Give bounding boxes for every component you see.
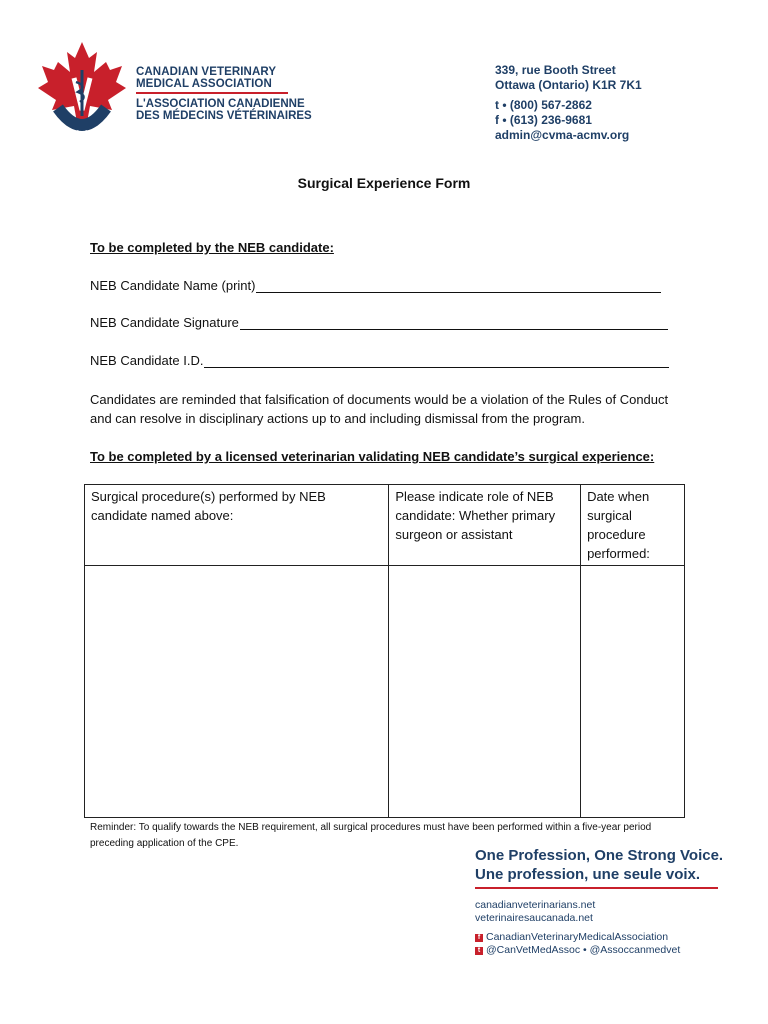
candidate-signature-label: NEB Candidate Signature (90, 315, 239, 330)
org-name-en: CANADIAN VETERINARY MEDICAL ASSOCIATION (136, 66, 277, 90)
org-name-fr: L'ASSOCIATION CANADIENNE DES MÉDECINS VÉTÉRINAIRES (136, 98, 312, 122)
candidate-signature-field[interactable] (90, 315, 668, 330)
candidate-id-field[interactable] (90, 353, 669, 368)
website-link-en[interactable]: canadianveterinarians.net (475, 899, 596, 911)
header-procedure: Surgical procedure(s) performed by NEB candidate named above: (85, 485, 389, 566)
section-heading-candidate: To be completed by the NEB candidate: (90, 240, 334, 255)
candidate-name-label: NEB Candidate Name (print) (90, 278, 256, 293)
address-line-2: Ottawa (Ontario) K1R 7K1 (495, 78, 642, 92)
procedure-cell[interactable] (85, 566, 389, 818)
org-divider (136, 92, 288, 94)
contact-block (495, 63, 642, 143)
table-header-row (85, 485, 685, 566)
slogan-fr: Une profession, une seule voix. (475, 866, 701, 883)
seal-text: CVMA ACMV (54, 129, 110, 138)
facebook-link[interactable]: f CanadianVeterinaryMedicalAssociation (475, 931, 680, 944)
address-line-1: 339, rue Booth Street (495, 63, 616, 77)
website-links (475, 899, 595, 925)
candidate-signature-line[interactable] (240, 317, 668, 330)
candidate-id-line[interactable] (204, 355, 669, 368)
maple-leaf-logo-icon (34, 38, 130, 142)
candidate-name-field[interactable] (90, 278, 661, 293)
website-link-fr[interactable]: veterinairesaucanada.net (475, 912, 593, 924)
slogan-en: One Profession, One Strong Voice. (475, 847, 724, 864)
email-link[interactable]: admin@cvma-acmv.org (495, 128, 630, 142)
slogan (475, 846, 723, 884)
section-heading-veterinarian: To be completed by a licensed veterinarian validating NEB candidate’s surgical experience: (90, 449, 655, 464)
header-role: Please indicate role of NEB candidate: Whether primary surgeon or assistant (389, 485, 581, 566)
facebook-icon: f (475, 934, 483, 942)
twitter-link[interactable]: t @CanVetMedAssoc • @Assoccanmedvet (475, 944, 680, 957)
form-title: Surgical Experience Form (297, 175, 471, 191)
candidate-id-label: NEB Candidate I.D. (90, 353, 204, 368)
social-links (475, 931, 680, 957)
header-date: Date when surgical procedure performed: (581, 485, 685, 566)
phone: t • (800) 567-2862 (495, 98, 592, 112)
falsification-warning: Candidates are reminded that falsification of documents would be a violation of the Rules of Conduct and can resolve in disciplinary actions up to and including dismissal from the program. (90, 392, 669, 426)
role-cell[interactable] (389, 566, 581, 818)
fax: f • (613) 236-9681 (495, 113, 592, 127)
date-cell[interactable] (581, 566, 685, 818)
table-row (85, 566, 685, 818)
reminder-note: Reminder: To qualify towards the NEB requirement, all surgical procedures must have been performed within a five-year period preceding application of the CPE. (90, 822, 652, 849)
candidate-name-line[interactable] (256, 280, 661, 293)
surgical-experience-table (84, 484, 685, 818)
twitter-icon: t (475, 947, 483, 955)
slogan-divider (475, 887, 718, 889)
